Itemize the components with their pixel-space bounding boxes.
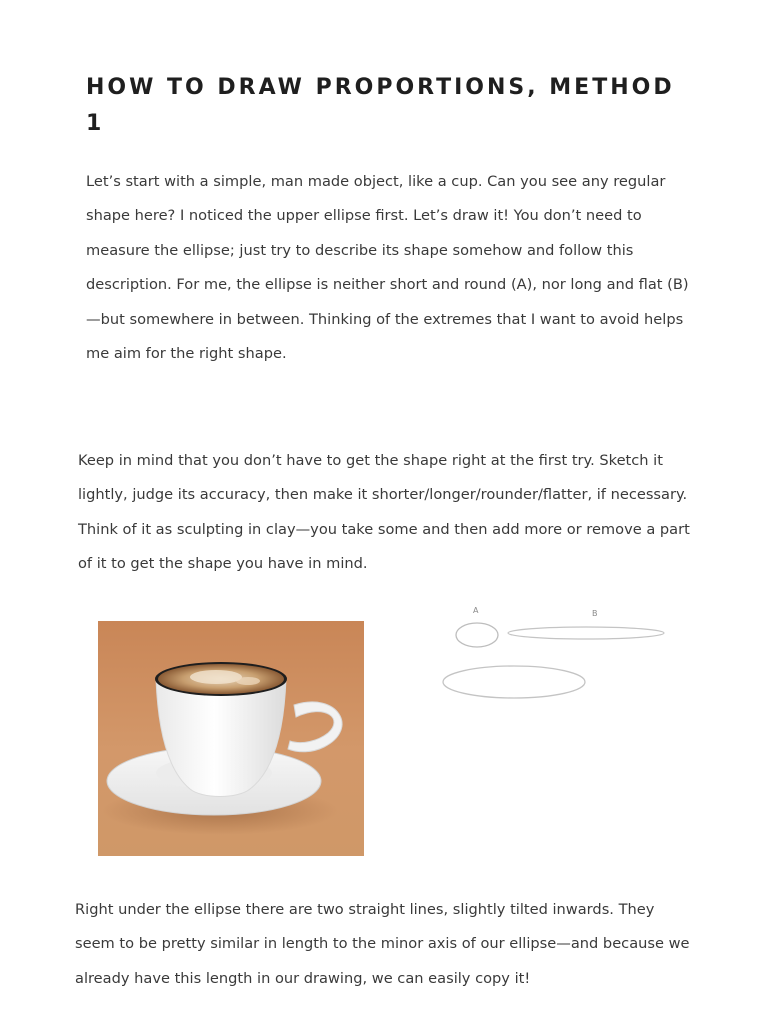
paragraph-straight-lines: Right under the ellipse there are two straight lines, slightly tilted inwards. They seem to be pretty similar in length to the minor axis of our ellipse—and because we already have this length in our drawing, we can easily copy it! [75,901,690,987]
sketch-ellipse-a [456,623,498,647]
sketch-label-b: B [592,609,598,618]
sketch-ellipse-middle [443,666,585,698]
sketch-label-a: A [473,606,479,615]
sketch-ellipse-b [508,627,664,639]
article-title: HOW TO DRAW PROPORTIONS, METHOD 1 [86,75,675,136]
paragraph-intro: Let’s start with a simple, man made object, like a cup. Can you see any regular shape here? I noticed the upper ellipse first. Let’s draw it! You don’t need to measure the ellipse; just try to describe its shape somehow and follow this description. For me, the ellipse is neither short and round (A), nor long and flat (B) —but somewhere in between. Thinking of the extremes that I want to avoid helps me aim for the right shape. [86,173,689,363]
coffee-cup-photo [98,621,364,856]
paragraph-sketch-advice: Keep in mind that you don’t have to get the shape right at the first try. Sketch it lightly, judge its accuracy, then make it shorter/longer/rounder/flatter, if necessary. Think of it as sculpting in clay—you take some and then add more or remove a part of it to get the shape you have in mind. [78,452,690,573]
ellipse-proportion-sketch [436,600,672,705]
